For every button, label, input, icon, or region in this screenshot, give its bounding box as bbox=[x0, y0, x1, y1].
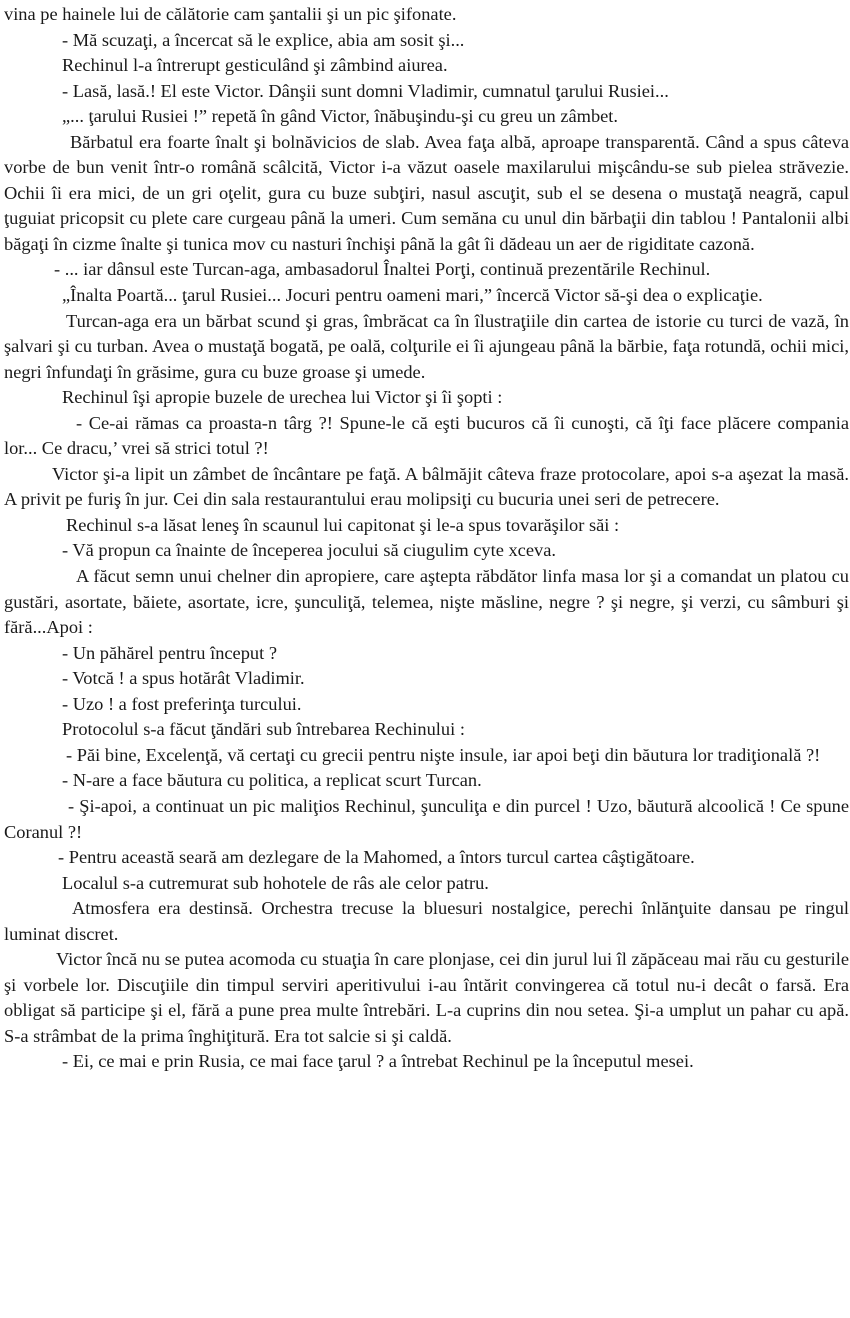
paragraph: - Lasă, lasă.! El este Victor. Dânşii sunt domni Vladimir, cumnatul ţarului Rusiei... bbox=[62, 80, 669, 101]
paragraph: - Un păhărel pentru început ? bbox=[62, 642, 277, 663]
paragraph: Protocolul s-a făcut ţăndări sub întrebarea Rechinului : bbox=[62, 719, 465, 740]
paragraph: - Vă propun ca înainte de începerea jocului să ciugulim cyte xceva. bbox=[62, 540, 556, 561]
paragraph: - Votcă ! a spus hotărât Vladimir. bbox=[62, 668, 305, 689]
paragraph: Localul s-a cutremurat sub hohotele de râs ale celor patru. bbox=[62, 872, 489, 893]
paragraph: - Ce-ai rămas ca proasta-n târg ?! Spune-le că eşti bucuros că îi cunoşti, că îţi face plăcere compania lor... Ce dracu,’ vrei să strici totul ?! bbox=[4, 412, 849, 459]
paragraph: - ... iar dânsul este Turcan-aga, ambasadorul Înaltei Porţi, continuă prezentările Rechinul. bbox=[54, 259, 711, 280]
paragraph: Turcan-aga era un bărbat scund şi gras, îmbrăcat ca în îlustraţiile din cartea de istorie cu turci de vază, în şalvari şi cu turban. Avea o mustaţă bogată, pe oală, colţurile ei îi ajungeau până la bărbie, faţa rotundă, ochii mici, negri înfundaţi în grăsime, gura cu buze groase şi umede. bbox=[4, 310, 849, 382]
paragraph: - Mă scuzaţi, a încercat să le explice, abia am sosit şi... bbox=[62, 29, 465, 50]
paragraph: Victor şi-a lipit un zâmbet de încântare pe faţă. A bâlmăjit câteva fraze protocolare, apoi s-a aşezat la masă. A privit pe furiş în jur. Cei din sala restaurantului erau molipsiţi cu bucuria unei seri de petrecere. bbox=[4, 463, 849, 510]
paragraph: - Ei, ce mai e prin Rusia, ce mai face ţarul ? a întrebat Rechinul pe la începutul mesei. bbox=[62, 1051, 694, 1072]
paragraph: - Pentru această seară am dezlegare de la Mahomed, a întors turcul cartea câştigătoare. bbox=[58, 847, 695, 868]
paragraph: Rechinul îşi apropie buzele de urechea lui Victor şi îi şopti : bbox=[62, 387, 503, 408]
paragraph: „... ţarului Rusiei !” repetă în gând Victor, înăbuşindu-şi cu greu un zâmbet. bbox=[62, 106, 619, 127]
paragraph: A făcut semn unui chelner din apropiere, care aştepta răbdător linfa masa lor şi a comandat un platou cu gustări, asortate, băiete, asortate, icre, şunculiţă, telemea, nişte măsline, negre ? şi negre, şi verzi, cu sâmburi şi fără...Apoi : bbox=[4, 566, 849, 638]
paragraph: Rechinul s-a lăsat leneş în scaunul lui capitonat şi le-a spus tovarăşilor săi : bbox=[66, 514, 620, 535]
paragraph: Rechinul l-a întrerupt gesticulând şi zâmbind aiurea. bbox=[62, 55, 448, 76]
paragraph: - Păi bine, Excelenţă, vă certaţi cu grecii pentru nişte insule, iar apoi beţi din băutura lor tradiţională ?! bbox=[66, 744, 821, 765]
paragraph: Atmosfera era destinsă. Orchestra trecuse la bluesuri nostalgice, perechi înlănţuite dansau pe ringul luminat discret. bbox=[4, 898, 849, 944]
paragraph: - N-are a face băutura cu politica, a replicat scurt Turcan. bbox=[62, 770, 482, 791]
paragraph: „Înalta Poartă... ţarul Rusiei... Jocuri pentru oameni mari,” încercă Victor să-şi dea o explicaţie. bbox=[62, 285, 763, 306]
paragraph: - Uzo ! a fost preferinţa turcului. bbox=[62, 693, 302, 714]
paragraph: Bărbatul era foarte înalt şi bolnăvicios de slab. Avea faţa albă, aproape transparentă. Când a spus câteva vorbe de bun venit într-o română scâlcită, Victor i-a văzut oasele maxilarului mişcându-se sub pielea străvezie. Ochii îi era mici, de un gri oţelit, gura cu buze subţiri, nasul ascuţit, sub el se desena o mustaţă neagră, capul ţuguiat pricopsit cu plete care curgeau până la umeri. Cum semăna cu unul din bărbaţii din tablou ! Pantalonii albi băgaţi în cizme înalte şi tunica mov cu nasturi închişi până la gât îi dădeau un aer de rigiditate cazonă. bbox=[4, 131, 849, 254]
paragraph: - Şi-apoi, a continuat un pic maliţios Rechinul, şunculiţa e din purcel ! Uzo, băutură alcoolică ! Ce spune Coranul ?! bbox=[4, 795, 849, 842]
paragraph: Victor încă nu se putea acomoda cu stuaţia în care plonjase, cei din jurul lui îl zăpăceau mai rău cu gesturile şi vorbele lor. Discuţiile din timpul serviri aperitivului i-au întărit convingerea că totul nu-i decât o farsă. Era obligat să participe şi el, fără a pune prea multe întrebări. L-a cuprins din nou setea. Şi-a umplut un pahar cu apă. S-a strâmbat de la prima înghiţitură. Era tot salcie si şi caldă. bbox=[4, 949, 849, 1046]
paragraph: vina pe hainele lui de călătorie cam şantalii şi un pic şifonate. bbox=[4, 4, 457, 24]
